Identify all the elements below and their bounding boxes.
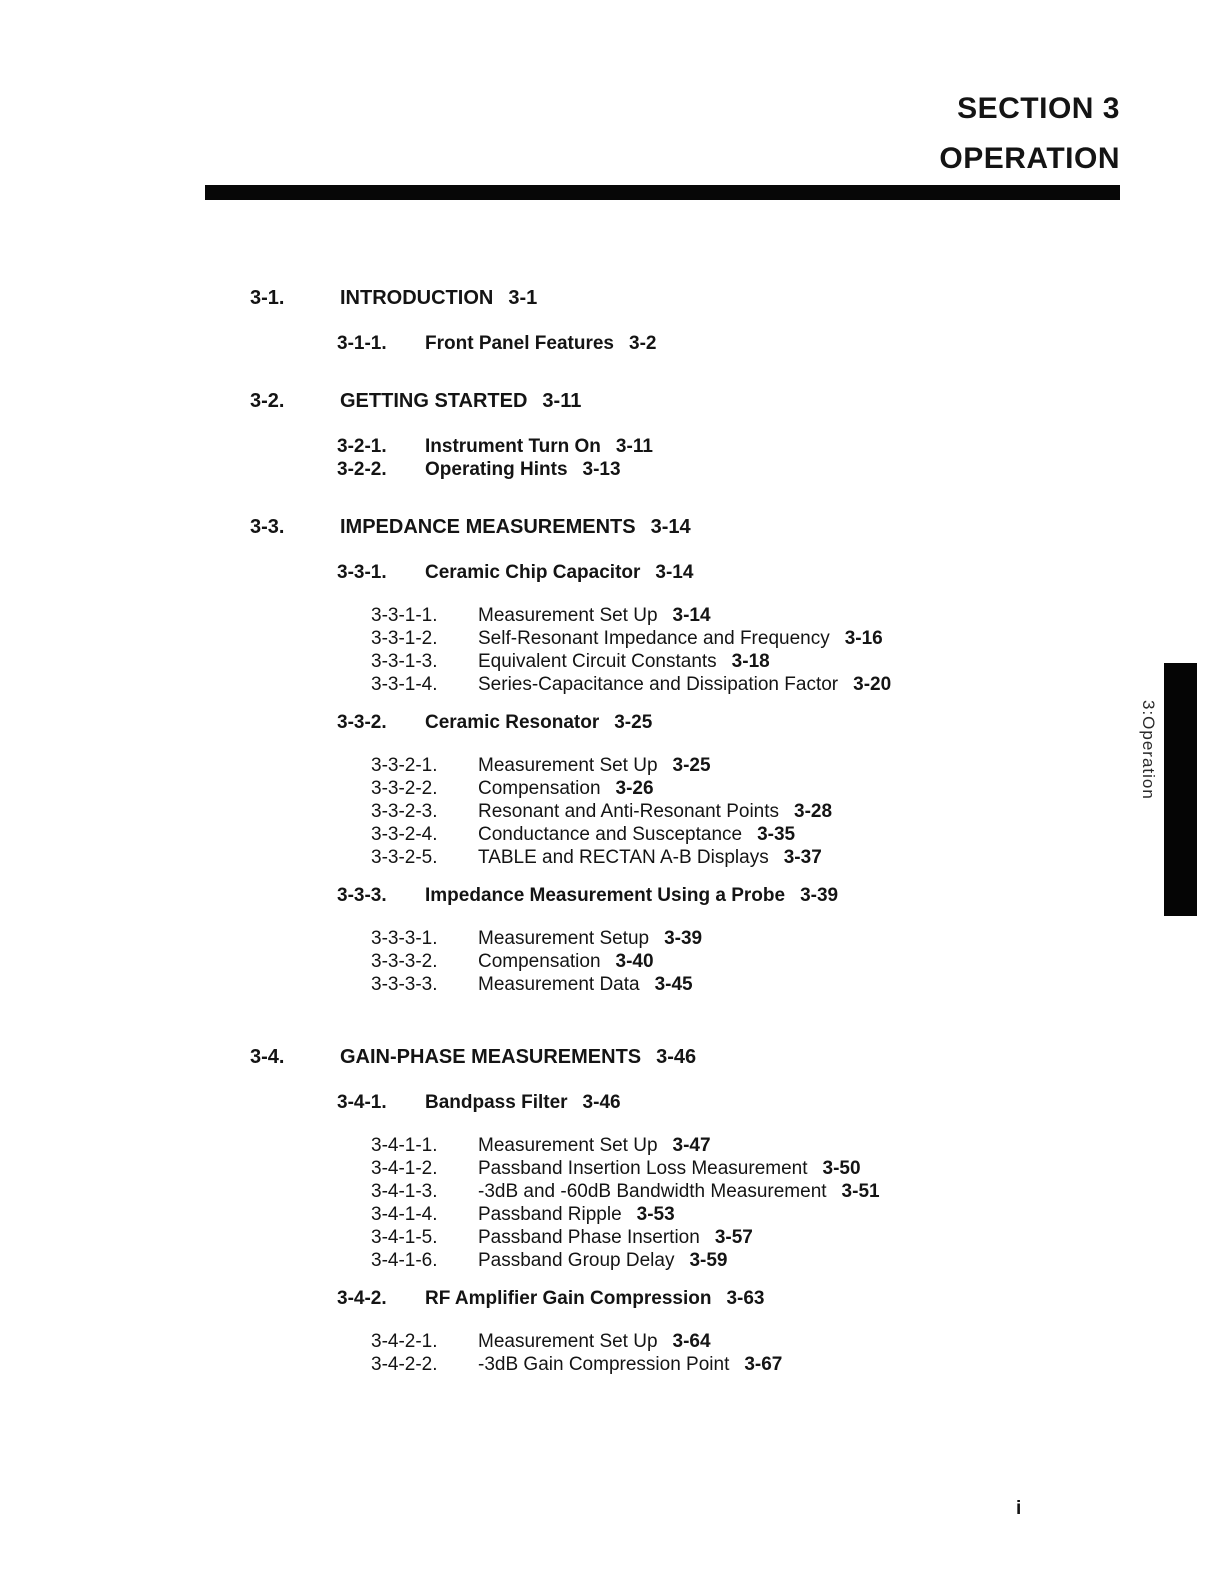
toc-node	[0, 1330, 1060, 1353]
toc-node	[0, 650, 1060, 673]
toc-entry-page: 3-51	[841, 1181, 880, 1202]
toc-entry	[0, 800, 1060, 823]
toc-children	[0, 561, 1060, 1011]
toc-entry-page: 3-26	[615, 778, 654, 799]
toc-entry-title: Operating Hints	[425, 459, 568, 480]
toc-children	[0, 754, 1060, 869]
toc-entry-page: 3-47	[672, 1135, 711, 1156]
toc-entry	[0, 650, 1060, 673]
toc-entry-number: 3-3-1-1.	[371, 605, 438, 626]
toc-entry	[0, 950, 1060, 973]
toc-entry	[0, 711, 1060, 734]
toc-entry	[0, 627, 1060, 650]
toc-entry-number: 3-3-2-2.	[371, 778, 438, 799]
side-tab-label: 3:Operation	[1139, 700, 1158, 800]
toc-node	[0, 1045, 1060, 1391]
toc-node	[0, 389, 1060, 481]
toc-node	[0, 754, 1060, 777]
toc-node	[0, 435, 1060, 458]
toc-entry-number: 3-2-1.	[337, 436, 387, 457]
toc-node	[0, 673, 1060, 696]
toc-entry-title: Passband Phase Insertion	[478, 1227, 700, 1248]
toc-entry-title: Equivalent Circuit Constants	[478, 651, 717, 672]
toc-entry-page: 3-25	[672, 755, 711, 776]
toc-entry-title: Resonant and Anti-Resonant Points	[478, 801, 780, 822]
toc-entry-number: 3-3-3-2.	[371, 951, 438, 972]
toc-node	[0, 800, 1060, 823]
side-tab	[1164, 663, 1197, 916]
toc-entry-number: 3-3-3-3.	[371, 974, 438, 995]
toc-node	[0, 1287, 1060, 1391]
toc-entry-title: Measurement Setup	[478, 928, 650, 949]
toc-entry-title: Measurement Set Up	[478, 1135, 658, 1156]
toc-children	[0, 604, 1060, 696]
toc-entry	[0, 973, 1060, 996]
toc-entry-number: 3-4-1-5.	[371, 1227, 438, 1248]
toc-entry-title: Measurement Set Up	[478, 755, 658, 776]
toc-entry-page: 3-46	[582, 1092, 621, 1113]
toc-entry-title: Conductance and Susceptance	[478, 824, 743, 845]
toc-children	[0, 1134, 1060, 1272]
toc-entry-title: Passband Group Delay	[478, 1250, 675, 1271]
toc-entry-title: Measurement Set Up	[478, 1331, 658, 1352]
toc-entry-title: Passband Ripple	[478, 1204, 622, 1225]
toc-entry-page: 3-11	[542, 390, 582, 412]
table-of-contents	[0, 286, 1060, 1391]
toc-entry-page: 3-64	[672, 1331, 711, 1352]
toc-node	[0, 604, 1060, 627]
toc-entry-number: 3-4-2-1.	[371, 1331, 438, 1352]
toc-entry-page: 3-13	[582, 459, 621, 480]
toc-entry-title: -3dB Gain Compression Point	[478, 1354, 730, 1375]
toc-entry	[0, 1353, 1060, 1376]
toc-entry-title: TABLE and RECTAN A-B Displays	[478, 847, 769, 868]
toc-entry	[0, 1203, 1060, 1226]
toc-entry	[0, 332, 1060, 355]
toc-entry-page: 3-25	[614, 712, 653, 733]
toc-entry-page: 3-2	[629, 333, 657, 354]
toc-entry-page: 3-67	[744, 1354, 783, 1375]
toc-entry-number: 3-1.	[250, 287, 285, 309]
toc-entry-page: 3-14	[650, 516, 691, 538]
toc-entry	[0, 1226, 1060, 1249]
toc-entry-page: 3-45	[654, 974, 693, 995]
toc-entry	[0, 1249, 1060, 1272]
toc-entry-number: 3-4-1-2.	[371, 1158, 438, 1179]
toc-entry-number: 3-2-2.	[337, 459, 387, 480]
toc-entry-title: GETTING STARTED	[340, 390, 528, 412]
toc-entry-title: IMPEDANCE MEASUREMENTS	[340, 516, 636, 538]
toc-node	[0, 627, 1060, 650]
toc-entry-page: 3-14	[655, 562, 694, 583]
toc-entry-page: 3-46	[656, 1046, 697, 1068]
toc-entry-number: 3-4-2-2.	[371, 1354, 438, 1375]
toc-node	[0, 777, 1060, 800]
toc-entry-number: 3-4-1-4.	[371, 1204, 438, 1225]
toc-entry-number: 3-3-3-1.	[371, 928, 438, 949]
toc-entry-number: 3-3-1-2.	[371, 628, 438, 649]
toc-node	[0, 1134, 1060, 1157]
toc-entry-page: 3-20	[853, 674, 892, 695]
toc-children	[0, 1330, 1060, 1376]
toc-entry-page: 3-53	[636, 1204, 675, 1225]
toc-entry-number: 3-3-2.	[337, 712, 387, 733]
toc-entry	[0, 1180, 1060, 1203]
toc-entry	[0, 515, 1060, 539]
toc-entry	[0, 927, 1060, 950]
toc-entry-title: Compensation	[478, 951, 601, 972]
toc-node	[0, 332, 1060, 355]
toc-entry-page: 3-59	[689, 1250, 728, 1271]
toc-entry	[0, 604, 1060, 627]
toc-entry-number: 3-4-2.	[337, 1288, 387, 1309]
toc-entry-title: Measurement Data	[478, 974, 640, 995]
toc-entry-title: Measurement Set Up	[478, 605, 658, 626]
toc-entry-page: 3-63	[726, 1288, 765, 1309]
toc-entry-title: Ceramic Resonator	[425, 712, 600, 733]
toc-entry-number: 3-3-1-4.	[371, 674, 438, 695]
toc-entry	[0, 1134, 1060, 1157]
toc-entry	[0, 561, 1060, 584]
toc-entry-number: 3-1-1.	[337, 333, 387, 354]
toc-children	[0, 435, 1060, 481]
toc-node	[0, 1157, 1060, 1180]
toc-node	[0, 1249, 1060, 1272]
toc-entry-title: Compensation	[478, 778, 601, 799]
header-divider	[205, 185, 1120, 200]
toc-entry-page: 3-16	[844, 628, 883, 649]
toc-children	[0, 332, 1060, 355]
toc-node	[0, 846, 1060, 869]
toc-entry-page: 3-57	[714, 1227, 753, 1248]
page-number: i	[1016, 1498, 1022, 1519]
toc-entry-page: 3-14	[672, 605, 711, 626]
toc-entry	[0, 1287, 1060, 1310]
toc-node	[0, 458, 1060, 481]
toc-entry-title: -3dB and -60dB Bandwidth Measurement	[478, 1181, 827, 1202]
toc-entry-title: RF Amplifier Gain Compression	[425, 1288, 712, 1309]
toc-entry-number: 3-4-1-3.	[371, 1181, 438, 1202]
toc-entry-number: 3-3-3.	[337, 885, 387, 906]
toc-entry-title: Ceramic Chip Capacitor	[425, 562, 641, 583]
toc-node	[0, 561, 1060, 711]
toc-entry-number: 3-4-1.	[337, 1092, 387, 1113]
toc-node	[0, 927, 1060, 950]
section-header	[939, 84, 1120, 184]
toc-entry-title: Passband Insertion Loss Measurement	[478, 1158, 808, 1179]
toc-entry	[0, 823, 1060, 846]
toc-entry-title: Series-Capacitance and Dissipation Factor	[478, 674, 839, 695]
toc-entry-title: GAIN-PHASE MEASUREMENTS	[340, 1046, 642, 1068]
toc-entry	[0, 1157, 1060, 1180]
toc-entry	[0, 435, 1060, 458]
toc-node	[0, 1180, 1060, 1203]
toc-entry-number: 3-3-2-4.	[371, 824, 438, 845]
toc-entry-page: 3-39	[800, 885, 839, 906]
toc-entry-title: Front Panel Features	[425, 333, 614, 354]
toc-entry-number: 3-3-2-1.	[371, 755, 438, 776]
toc-entry-title: Instrument Turn On	[425, 436, 601, 457]
toc-entry	[0, 1330, 1060, 1353]
toc-entry-page: 3-28	[794, 801, 833, 822]
toc-entry-page: 3-39	[664, 928, 703, 949]
toc-node	[0, 515, 1060, 1011]
toc-entry-number: 3-2.	[250, 390, 285, 412]
toc-entry	[0, 389, 1060, 413]
section-title: SECTION 3	[957, 92, 1120, 125]
section-subtitle: OPERATION	[939, 142, 1120, 175]
toc-node	[0, 1353, 1060, 1376]
toc-entry	[0, 458, 1060, 481]
toc-entry	[0, 754, 1060, 777]
toc-entry-title: Bandpass Filter	[425, 1092, 568, 1113]
toc-entry	[0, 1045, 1060, 1069]
toc-node	[0, 973, 1060, 996]
toc-entry	[0, 286, 1060, 310]
toc-entry-title: Impedance Measurement Using a Probe	[425, 885, 786, 906]
toc-entry-number: 3-3.	[250, 516, 285, 538]
toc-node	[0, 1226, 1060, 1249]
toc-entry-page: 3-40	[615, 951, 654, 972]
toc-node	[0, 286, 1060, 355]
toc-node	[0, 950, 1060, 973]
toc-node	[0, 1091, 1060, 1287]
toc-entry-number: 3-3-2-3.	[371, 801, 438, 822]
toc-node	[0, 711, 1060, 884]
toc-entry-number: 3-3-1-3.	[371, 651, 438, 672]
toc-children	[0, 1091, 1060, 1391]
toc-entry-number: 3-3-2-5.	[371, 847, 438, 868]
toc-entry-page: 3-1	[508, 287, 538, 309]
toc-entry-number: 3-4-1-1.	[371, 1135, 438, 1156]
toc-entry-page: 3-11	[615, 436, 653, 457]
toc-children	[0, 927, 1060, 996]
toc-entry-title: Self-Resonant Impedance and Frequency	[478, 628, 830, 649]
toc-entry	[0, 673, 1060, 696]
toc-entry-page: 3-18	[731, 651, 770, 672]
toc-entry	[0, 846, 1060, 869]
toc-entry-number: 3-4-1-6.	[371, 1250, 438, 1271]
toc-node	[0, 884, 1060, 1011]
toc-node	[0, 823, 1060, 846]
toc-entry-page: 3-50	[822, 1158, 861, 1179]
toc-entry	[0, 1091, 1060, 1114]
toc-entry-page: 3-37	[783, 847, 822, 868]
toc-node	[0, 1203, 1060, 1226]
toc-entry-number: 3-4.	[250, 1046, 285, 1068]
toc-entry-title: INTRODUCTION	[340, 287, 494, 309]
toc-entry	[0, 777, 1060, 800]
toc-entry-number: 3-3-1.	[337, 562, 387, 583]
toc-entry	[0, 884, 1060, 907]
toc-entry-page: 3-35	[757, 824, 796, 845]
